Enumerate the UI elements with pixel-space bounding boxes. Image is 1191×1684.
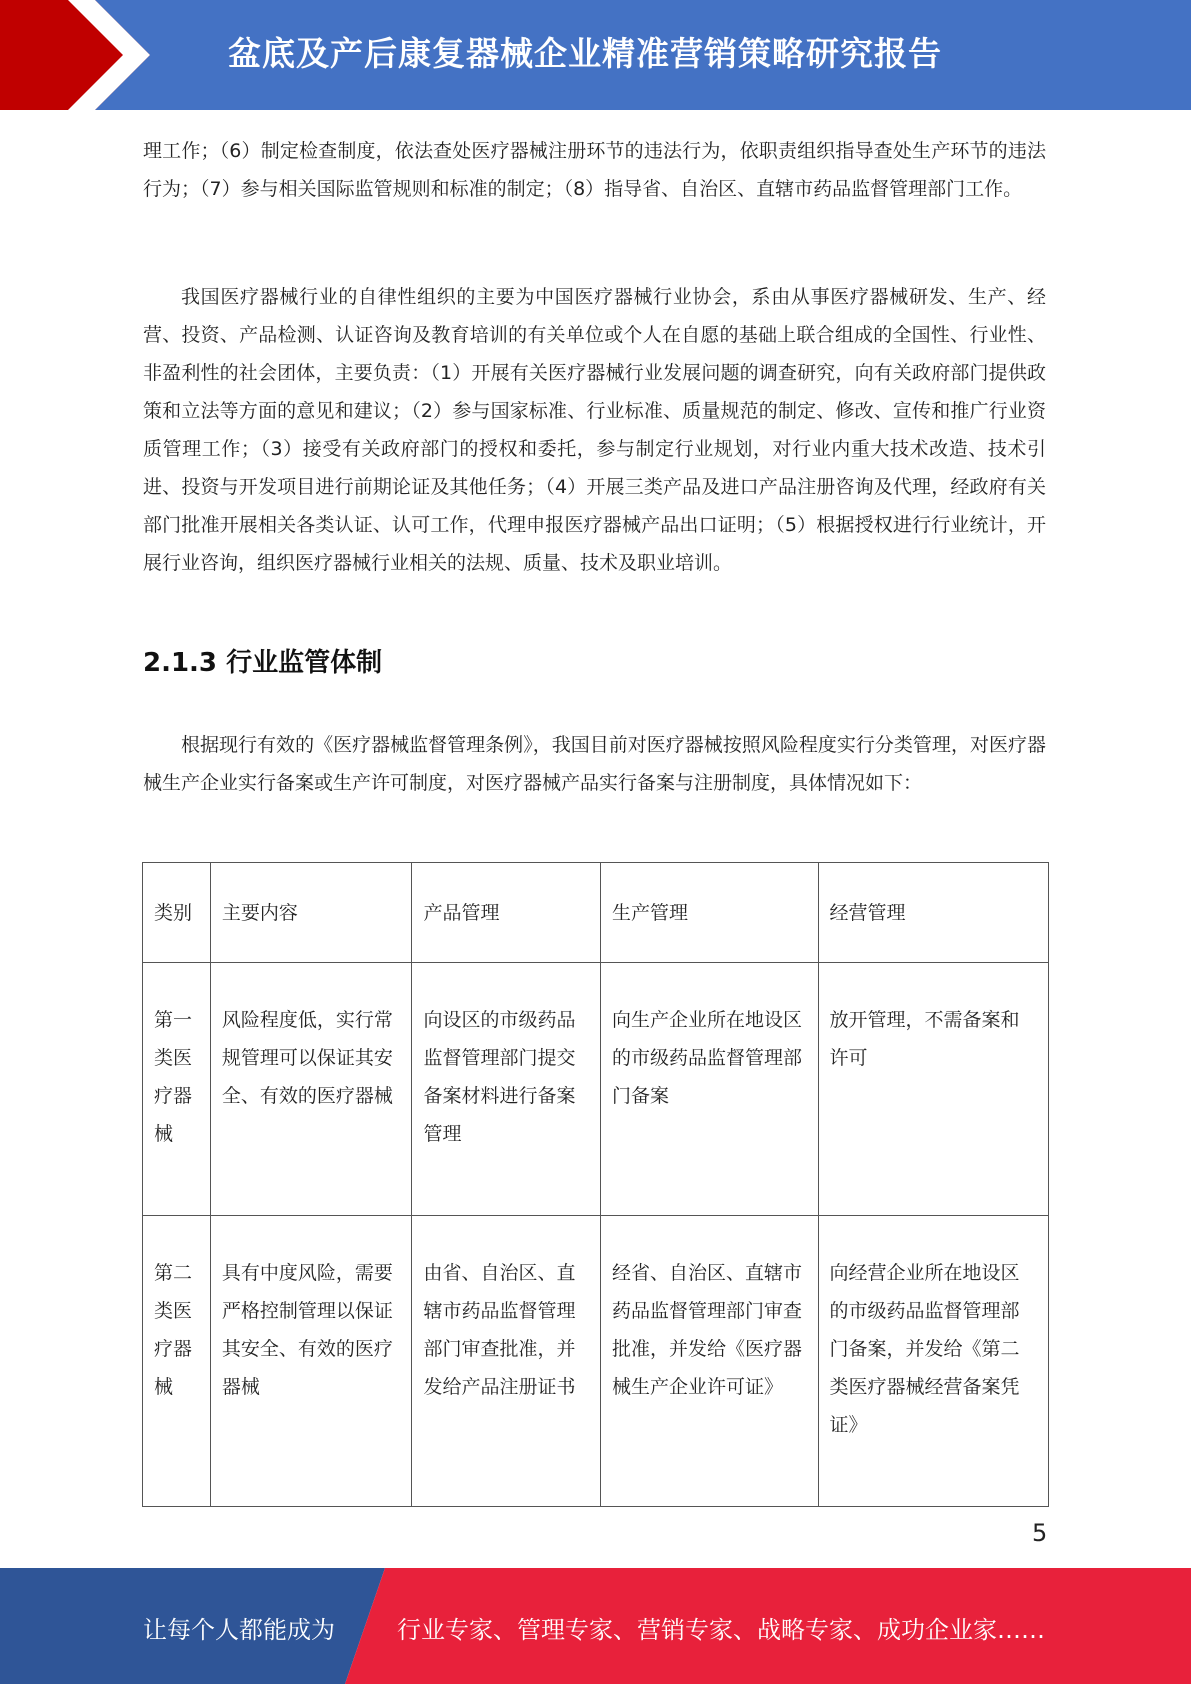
table-cell: 第一类医疗器械 bbox=[143, 963, 211, 1216]
table-cell: 风险程度低，实行常规管理可以保证其安全、有效的医疗器械 bbox=[210, 963, 412, 1216]
table-cell: 放开管理，不需备案和许可 bbox=[818, 963, 1049, 1216]
table-cell: 具有中度风险，需要严格控制管理以保证其安全、有效的医疗器械 bbox=[210, 1216, 412, 1507]
paragraph-1: 理工作；（6）制定检查制度，依法查处医疗器械注册环节的违法行为，依职责组织指导查处生产环节的违法行为；（7）参与相关国际监管规则和标准的制定；（8）指导省、自治区、直辖市药品监督管理部门工作。 bbox=[143, 140, 1046, 200]
table-cell: 向经营企业所在地设区的市级药品监督管理部门备案，并发给《第二类医疗器械经营备案凭证》 bbox=[818, 1216, 1049, 1507]
table-header-row bbox=[143, 863, 1049, 963]
table-header-cell: 生产管理 bbox=[601, 863, 818, 963]
footer-slogan-left: 让每个人都能成为 bbox=[143, 1616, 335, 1644]
table-cell: 由省、自治区、直辖市药品监督管理部门审查批准，并发给产品注册证书 bbox=[412, 1216, 601, 1507]
page-header bbox=[0, 0, 1191, 110]
report-title: 盆底及产后康复器械企业精准营销策略研究报告 bbox=[228, 34, 942, 73]
paragraph-2: 我国医疗器械行业的自律性组织的主要为中国医疗器械行业协会，系由从事医疗器械研发、生产、经营、投资、产品检测、认证咨询及教育培训的有关单位或个人在自愿的基础上联合组成的全国性、行业性、非盈利性的社会团体，主要负责：（1）开展有关医疗器械行业发展问题的调查研究，向有关政府部门提供政策和立法等方面的意见和建议；（2）参与国家标准、行业标准、质量规范的制定、修改、宣传和推广行业资质管理工作；（3）接受有关政府部门的授权和委托，参与制定行业规划，对行业内重大技术改造、技术引进、投资与开发项目进行前期论证及其他任务；（4）开展三类产品及进口产品注册咨询及代理，经政府有关部门批准开展相关各类认证、认可工作，代理申报医疗器械产品出口证明；（5）根据授权进行行业统计，开展行业咨询，组织医疗器械行业相关的法规、质量、技术及职业培训。 bbox=[143, 286, 1046, 574]
page-footer bbox=[0, 1568, 1191, 1684]
page-number: 5 bbox=[1032, 1519, 1048, 1547]
table-cell: 向设区的市级药品监督管理部门提交备案材料进行备案管理 bbox=[412, 963, 601, 1216]
table-header-cell: 类别 bbox=[143, 863, 211, 963]
regulation-table bbox=[142, 862, 1049, 1507]
table-cell: 向生产企业所在地设区的市级药品监督管理部门备案 bbox=[601, 963, 818, 1216]
table-header-cell: 产品管理 bbox=[412, 863, 601, 963]
table-row bbox=[143, 1216, 1049, 1507]
table-header-cell: 经营管理 bbox=[818, 863, 1049, 963]
table-row bbox=[143, 963, 1049, 1216]
paragraph-3: 根据现行有效的《医疗器械监督管理条例》，我国目前对医疗器械按照风险程度实行分类管理，对医疗器械生产企业实行备案或生产许可制度，对医疗器械产品实行备案与注册制度，具体情况如下： bbox=[143, 734, 1046, 794]
table-cell: 第二类医疗器械 bbox=[143, 1216, 211, 1507]
table-cell: 经省、自治区、直辖市药品监督管理部门审查批准，并发给《医疗器械生产企业许可证》 bbox=[601, 1216, 818, 1507]
table-header-cell: 主要内容 bbox=[210, 863, 412, 963]
section-heading: 2.1.3 行业监管体制 bbox=[143, 648, 383, 678]
footer-slogan-right: 行业专家、管理专家、营销专家、战略专家、成功企业家…… bbox=[397, 1616, 1045, 1644]
